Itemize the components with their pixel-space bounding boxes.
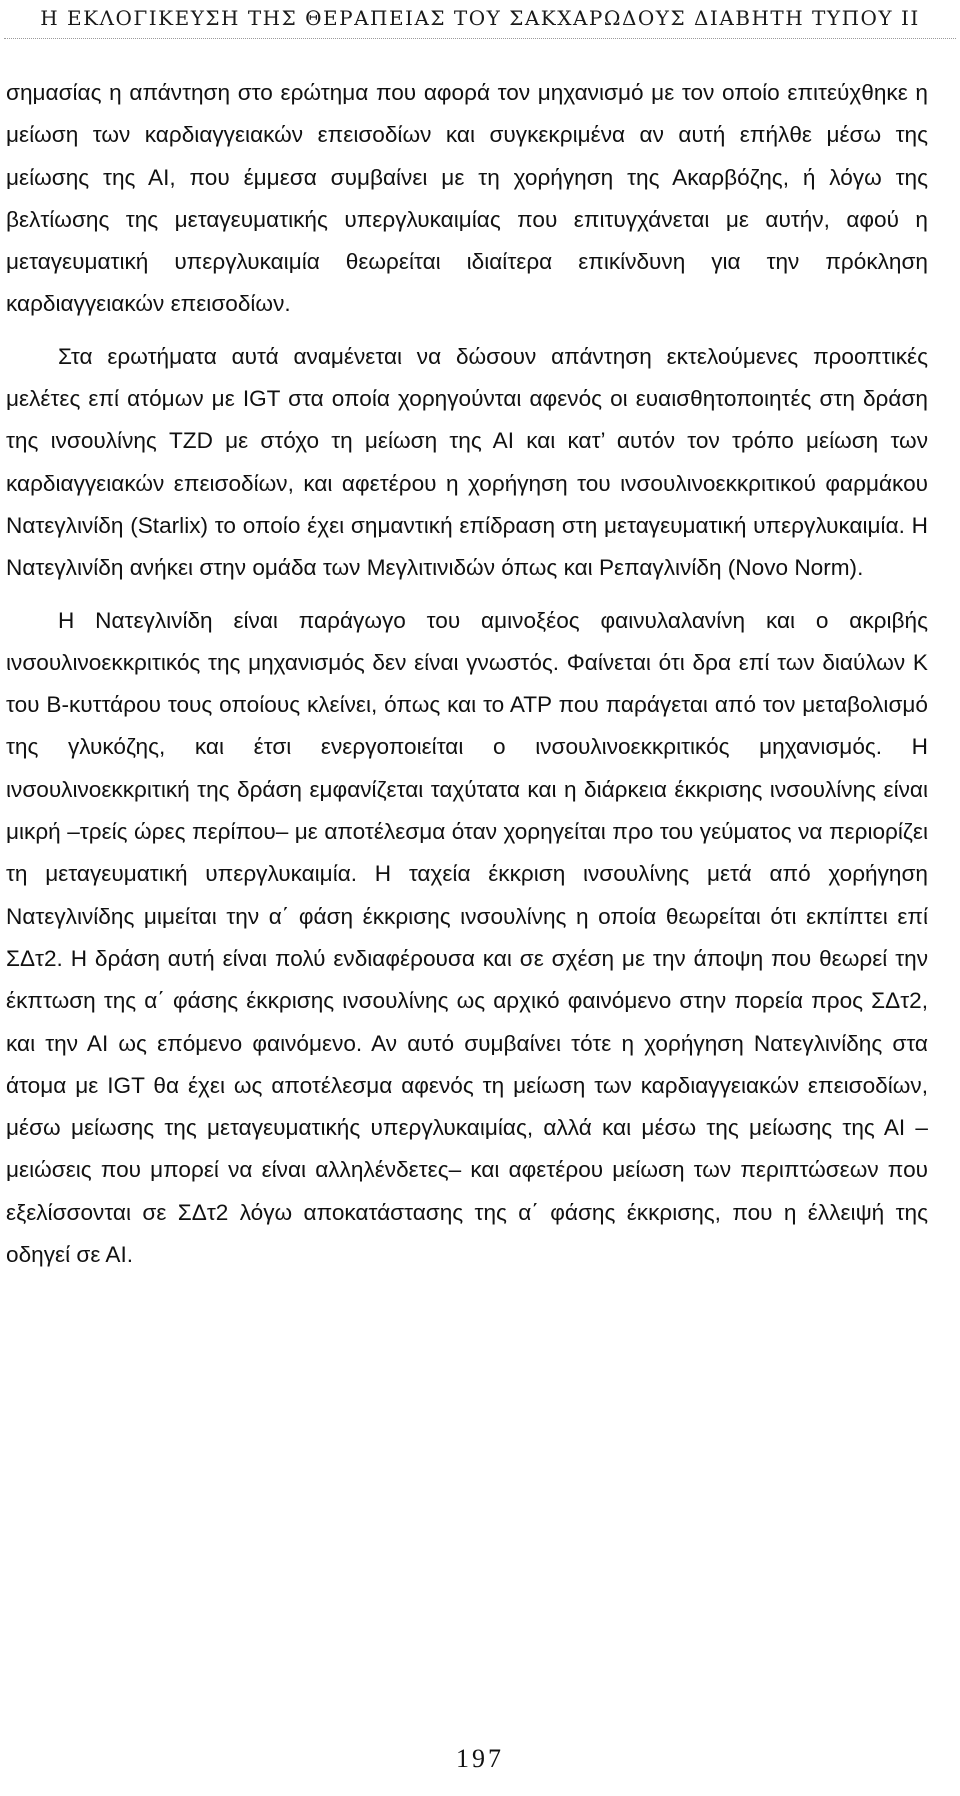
paragraph-2: Στα ερωτήματα αυτά αναμένεται να δώσουν απάντηση εκτελούμενες προοπτικές μελέτες επί ατόμων με IGT στα οποία χορηγούνται αφενός οι ευαισθητοποιητές στη δράση της ινσουλίνης TZD με στόχο τη μείωση της ΑΙ και κατ’ αυτόν τον τρόπο μείωση των καρδιαγγειακών επεισοδίων, και αφετέρου η χορήγηση του ινσουλινοεκκριτικού φαρμάκου Νατεγλινίδη (Starlix) το οποίο έχει σημαντική επίδραση στη μεταγευματική υπεργλυκαιμία. Η Νατεγλινίδη ανήκει στην ομάδα των Μεγλιτινιδών όπως και Ρεπαγλινίδη (Novo Norm). [6, 343, 928, 581]
body-text [6, 72, 928, 1276]
running-head: Η ΕΚΛΟΓΙΚΕΥΣΗ ΤΗΣ ΘΕΡΑΠΕΙΑΣ ΤΟΥ ΣΑΚΧΑΡΩΔΟΥΣ ΔΙΑΒΗΤΗ ΤΥΠΟΥ ΙΙ [40, 6, 920, 30]
header-rule [4, 38, 956, 39]
paragraph-3: Η Νατεγλινίδη είναι παράγωγο του αμινοξέος φαινυλαλανίνη και ο ακριβής ινσουλινοεκκριτικός της μηχανισμός δεν είναι γνωστός. Φαίνεται ότι δρα επί των διαύλων Κ του Β-κυττάρου τους οποίους κλείνει, όπως και το ΑΤΡ που παράγεται από τον μεταβολισμό της γλυκόζης, και έτσι ενεργοποιείται ο ινσουλινοεκκριτικός μηχανισμός. Η ινσουλινοεκκριτική της δράση εμφανίζεται ταχύτατα και η διάρκεια έκκρισης ινσουλίνης είναι μικρή –τρείς ώρες περίπου– με αποτέλεσμα όταν χορηγείται προ του γεύματος να περιορίζει τη μεταγευματική υπεργλυκαιμία. Η ταχεία έκκριση ινσουλίνης μετά από χορήγηση Νατεγλινίδης μιμείται την α΄ φάση έκκρισης ινσουλίνης η οποία θεωρείται ότι εκπίπτει επί ΣΔτ2. Η δράση αυτή είναι πολύ ενδιαφέρουσα και σε σχέση με την άποψη που θεωρεί την έκπτωση της α΄ φάσης έκκρισης ινσουλίνης ως αρχικό φαινόμενο στην πορεία προς ΣΔτ2, και την ΑΙ ως επόμενο φαινόμενο. Αν αυτό συμβαίνει τότε η χορήγηση Νατεγλινίδης στα άτομα με IGT θα έχει ως αποτέλεσμα αφενός τη μείωση των καρδιαγγειακών επεισοδίων, μέσω μείωσης της μεταγευματικής υπεργλυκαιμίας, αλλά και μέσω της μείωσης της ΑΙ –μειώσεις που μπορεί να είναι αλληλένδετες– και αφετέρου μείωση των περιπτώσεων που εξελίσσονται σε ΣΔτ2 λόγω αποκατάστασης της α΄ φάσης έκκρισης, που η έλλειψή της οδηγεί σε ΑΙ. [6, 607, 928, 1268]
page-number: 197 [456, 1744, 504, 1773]
paragraph-1: σημασίας η απάντηση στο ερώτημα που αφορά τον μηχανισμό με τον οποίο επιτεύχθηκε η μείωση των καρδιαγγειακών επεισοδίων και συγκεκριμένα αν αυτή επήλθε μέσω της μείωσης της ΑΙ, που έμμεσα συμβαίνει με τη χορήγηση της Ακαρβόζης, ή λόγω της βελτίωσης της μεταγευματικής υπεργλυκαιμίας που επιτυγχάνεται με αυτήν, αφού η μεταγευματική υπεργλυκαιμία θεωρείται ιδιαίτερα επικίνδυνη για την πρόκληση καρδιαγγειακών επεισοδίων. [6, 80, 928, 317]
